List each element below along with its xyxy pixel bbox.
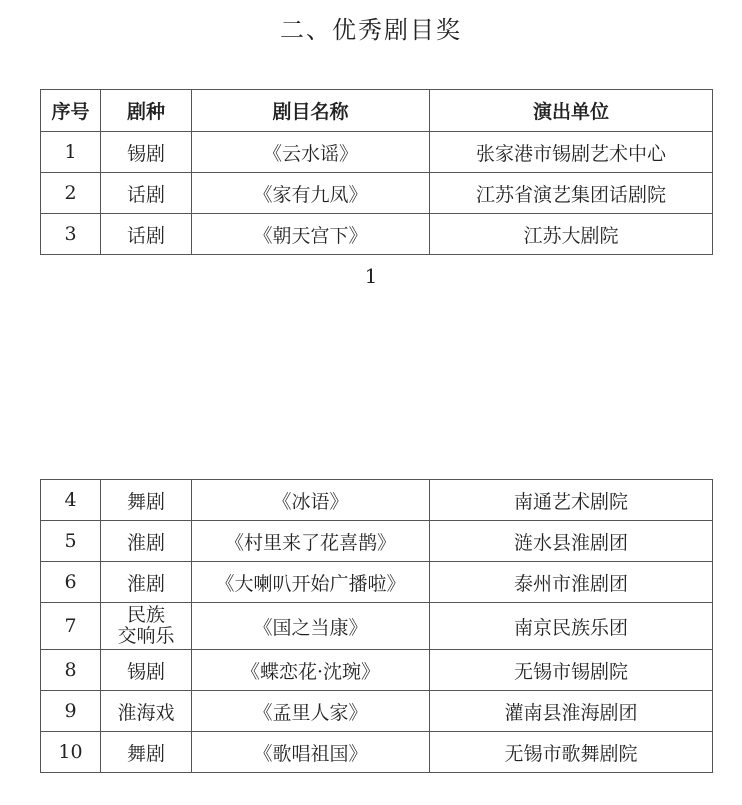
table-row bbox=[41, 691, 713, 732]
table-row bbox=[41, 214, 713, 255]
page-number: 1 bbox=[364, 264, 378, 288]
cell-unit: 灌南县淮海剧团 bbox=[430, 691, 713, 732]
cell-genre-line1: 民族 bbox=[126, 604, 165, 626]
cell-unit: 张家港市锡剧艺术中心 bbox=[430, 132, 713, 173]
cell-unit: 江苏省演艺集团话剧院 bbox=[430, 173, 713, 214]
cell-name: 《大喇叭开始广播啦》 bbox=[192, 562, 430, 603]
award-table-part-2 bbox=[40, 479, 713, 773]
cell-no: 6 bbox=[41, 562, 101, 603]
table-row bbox=[41, 521, 713, 562]
cell-no: 5 bbox=[41, 521, 101, 562]
cell-genre: 淮海戏 bbox=[101, 691, 192, 732]
cell-genre: 话剧 bbox=[101, 173, 192, 214]
table-row bbox=[41, 650, 713, 691]
cell-name: 《家有九凤》 bbox=[192, 173, 430, 214]
cell-no: 2 bbox=[41, 173, 101, 214]
cell-no: 10 bbox=[41, 732, 101, 773]
cell-unit: 南通艺术剧院 bbox=[430, 480, 713, 521]
table-row bbox=[41, 732, 713, 773]
cell-name: 《冰语》 bbox=[192, 480, 430, 521]
cell-no: 1 bbox=[41, 132, 101, 173]
cell-genre: 锡剧 bbox=[101, 132, 192, 173]
cell-name: 《朝天宫下》 bbox=[192, 214, 430, 255]
cell-genre: 舞剧 bbox=[101, 480, 192, 521]
table-row bbox=[41, 603, 713, 650]
cell-no: 4 bbox=[41, 480, 101, 521]
table-header-row bbox=[41, 90, 713, 132]
cell-unit: 涟水县淮剧团 bbox=[430, 521, 713, 562]
cell-name: 《蝶恋花·沈琬》 bbox=[192, 650, 430, 691]
cell-genre bbox=[101, 603, 192, 650]
cell-unit: 泰州市淮剧团 bbox=[430, 562, 713, 603]
cell-no: 8 bbox=[41, 650, 101, 691]
cell-name: 《村里来了花喜鹊》 bbox=[192, 521, 430, 562]
cell-genre: 淮剧 bbox=[101, 521, 192, 562]
cell-genre: 话剧 bbox=[101, 214, 192, 255]
header-name: 剧目名称 bbox=[192, 90, 430, 132]
table-row bbox=[41, 562, 713, 603]
table-row bbox=[41, 480, 713, 521]
cell-genre: 锡剧 bbox=[101, 650, 192, 691]
cell-genre: 舞剧 bbox=[101, 732, 192, 773]
page-title: 二、优秀剧目奖 bbox=[280, 16, 462, 44]
header-no: 序号 bbox=[41, 90, 101, 132]
cell-unit: 南京民族乐团 bbox=[430, 603, 713, 650]
cell-unit: 无锡市锡剧院 bbox=[430, 650, 713, 691]
cell-unit: 无锡市歌舞剧院 bbox=[430, 732, 713, 773]
header-unit: 演出单位 bbox=[430, 90, 713, 132]
cell-genre: 淮剧 bbox=[101, 562, 192, 603]
cell-name: 《云水谣》 bbox=[192, 132, 430, 173]
cell-genre-line2: 交响乐 bbox=[117, 625, 175, 647]
cell-name: 《孟里人家》 bbox=[192, 691, 430, 732]
cell-no: 9 bbox=[41, 691, 101, 732]
table-row bbox=[41, 173, 713, 214]
table-row bbox=[41, 132, 713, 173]
cell-no: 7 bbox=[41, 603, 101, 650]
award-table-part-1 bbox=[40, 89, 713, 255]
cell-no: 3 bbox=[41, 214, 101, 255]
header-genre: 剧种 bbox=[101, 90, 192, 132]
cell-name: 《歌唱祖国》 bbox=[192, 732, 430, 773]
cell-unit: 江苏大剧院 bbox=[430, 214, 713, 255]
cell-name: 《国之当康》 bbox=[192, 603, 430, 650]
